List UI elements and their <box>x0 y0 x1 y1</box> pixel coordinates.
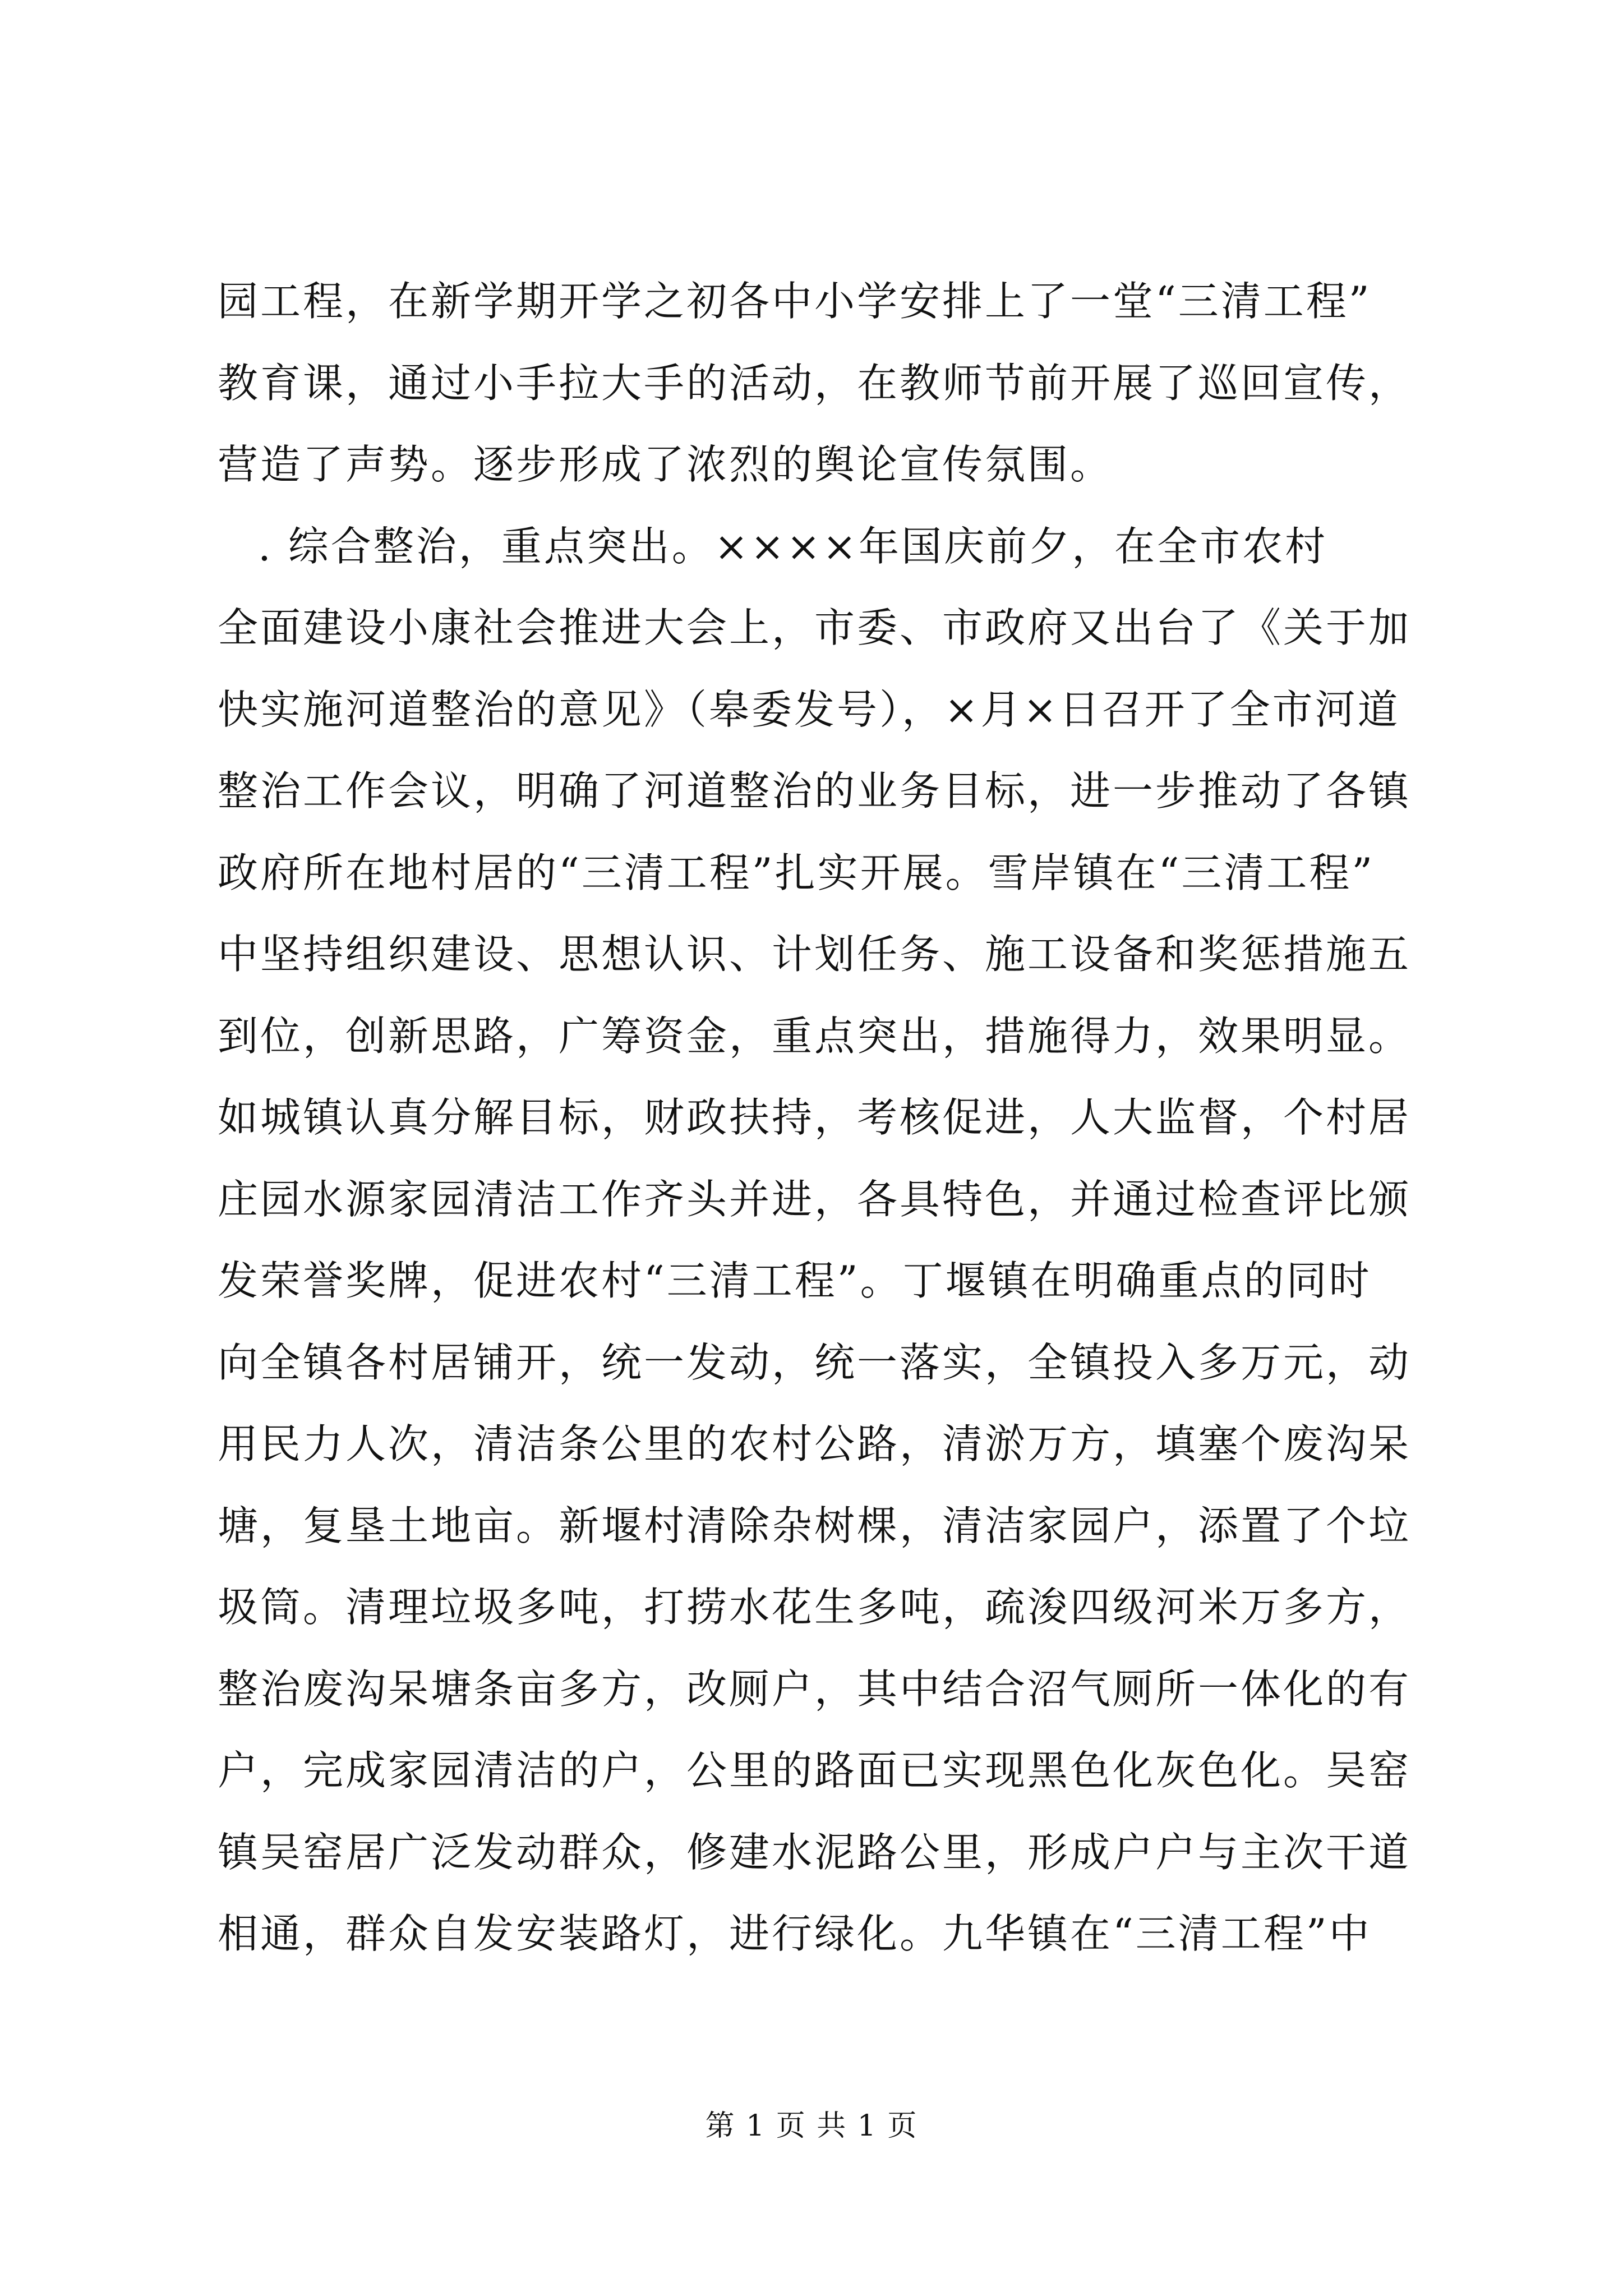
text-line: 发荣誉奖牌，促进农村“三清工程”。丁堰镇在明确重点的同时 <box>218 1257 1372 1304</box>
text-line: 镇吴窑居广泛发动群众，修建水泥路公里，形成户户与主次干道 <box>218 1828 1412 1876</box>
text-line: 政府所在地村居的“三清工程”扎实开展。雪岸镇在“三清工程” <box>218 849 1375 896</box>
text-line: 圾筒。清理垃圾多吨，打捞水花生多吨，疏浚四级河米万多方， <box>218 1584 1412 1631</box>
text-line: 用民力人次，清洁条公里的农村公路，清淤万方，填塞个废沟呆 <box>218 1420 1412 1467</box>
text-line: 园工程，在新学期开学之初各中小学安排上了一堂“三清工程” <box>218 278 1372 325</box>
text-line: 教育课，通过小手拉大手的活动，在教师节前开展了巡回宣传， <box>218 359 1412 407</box>
text-line: 塘，复垦土地亩。新堰村清除杂树棵，清洁家园户，添置了个垃 <box>218 1502 1412 1549</box>
text-line: 庄园水源家园清洁工作齐头并进，各具特色，并通过检查评比颁 <box>218 1175 1412 1223</box>
text-line: 整治工作会议，明确了河道整治的业务目标，进一步推动了各镇 <box>218 767 1412 815</box>
text-line: 如城镇认真分解目标，财政扶持，考核促进，人大监督，个村居 <box>218 1094 1412 1141</box>
text-line: 相通，群众自发安装路灯，进行绿化。九华镇在“三清工程”中 <box>218 1910 1372 1957</box>
text-line: 快实施河道整治的意见》（皋委发号），×月×日召开了全市河道 <box>218 685 1400 733</box>
text-line: 向全镇各村居铺开，统一发动，统一落实，全镇投入多万元，动 <box>218 1338 1412 1386</box>
text-line: 户，完成家园清洁的户，公里的路面已实现黑色化灰色化。吴窑 <box>218 1747 1412 1794</box>
body-text <box>218 261 1423 1975</box>
text-line: 到位，创新思路，广筹资金，重点突出，措施得力，效果明显。 <box>218 1012 1412 1060</box>
page-number-label: 第 1 页 共 1 页 <box>705 2109 918 2143</box>
page-footer <box>0 2106 1623 2146</box>
text-line: 营造了声势。逐步形成了浓烈的舆论宣传氛围。 <box>218 441 1113 488</box>
text-line: 全面建设小康社会推进大会上，市委、市政府又出台了《关于加 <box>218 604 1412 651</box>
text-line: 中坚持组织建设、思想认识、计划任务、施工设备和奖惩措施五 <box>218 931 1412 978</box>
text-line: 整治废沟呆塘条亩多方，改厕户，其中结合沼气厕所一体化的有 <box>218 1665 1412 1713</box>
paragraph-first-line: . 综合整治，重点突出。××××年国庆前夕，在全市农村 <box>258 522 1328 570</box>
